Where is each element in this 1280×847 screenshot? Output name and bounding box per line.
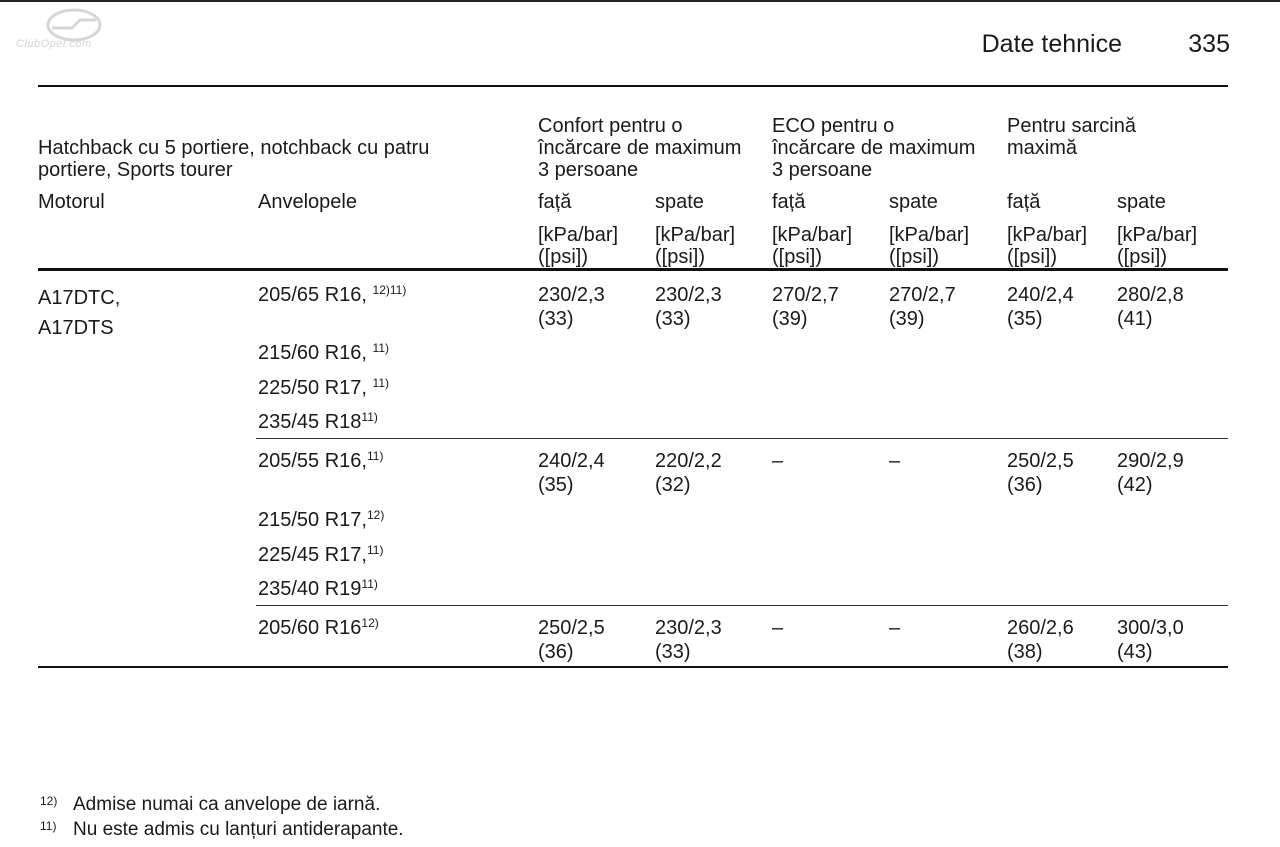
unit-header: [kPa/bar] ([psi])	[889, 224, 970, 268]
col-eco-header: ECO pentru o încărcare de maximum 3 persoane	[772, 115, 976, 181]
rear-header: spate	[1117, 191, 1166, 213]
engine-cell: A17DTC, A17DTS	[38, 287, 121, 339]
motor-header: Motorul	[38, 191, 105, 213]
rear-header: spate	[889, 191, 938, 213]
pressure-value: 230/2,3 (33)	[655, 284, 722, 330]
rear-header: spate	[655, 191, 704, 213]
group-divider	[256, 605, 1228, 606]
tire-size: 215/50 R17,$^{12)}$	[258, 508, 385, 531]
pressure-value: –	[772, 450, 784, 472]
pressure-value: 220/2,2 (32)	[655, 450, 722, 496]
tire-size: 205/60 R16$^{12)}$	[258, 616, 379, 639]
footnote-text: Nu este admis cu lanțuri antiderapante.	[73, 819, 404, 840]
pressure-value: 270/2,7 (39)	[889, 284, 956, 330]
footnote-text: Admise numai ca anvelope de iarnă.	[73, 794, 381, 815]
tire-size: 225/45 R17,$^{11)}$	[258, 543, 384, 566]
tire-size: 205/55 R16,$^{11)}$	[258, 449, 384, 472]
pressure-value: 290/2,9 (42)	[1117, 450, 1184, 496]
front-header: față	[1007, 191, 1041, 213]
front-header: față	[772, 191, 806, 213]
pressure-value: 230/2,3 (33)	[538, 284, 605, 330]
pressure-value: –	[772, 617, 784, 639]
pressure-value: –	[889, 450, 901, 472]
top-border	[0, 0, 1280, 2]
tire-size: 235/45 R18$^{11)}$	[258, 410, 378, 433]
unit-header: [kPa/bar] ([psi])	[772, 224, 853, 268]
tire-size: 225/50 R17, $^{11)}$	[258, 376, 389, 399]
col-confort-header: Confort pentru o încărcare de maximum 3 persoane	[538, 115, 742, 181]
pressure-value: 240/2,4 (35)	[538, 450, 605, 496]
tires-header: Anvelopele	[258, 191, 357, 213]
unit-header: [kPa/bar] ([psi])	[1007, 224, 1088, 268]
watermark-logo	[14, 8, 120, 54]
unit-header: [kPa/bar] ([psi])	[655, 224, 736, 268]
tire-size: 235/40 R19$^{11)}$	[258, 577, 378, 600]
group-divider	[256, 438, 1228, 439]
vehicle-group-header: Hatchback cu 5 portiere, notchback cu patru portiere, Sports tourer	[38, 137, 430, 181]
table-bottom-rule	[38, 666, 1228, 668]
pressure-value: 240/2,4 (35)	[1007, 284, 1074, 330]
pressure-value: –	[889, 617, 901, 639]
front-header: față	[538, 191, 572, 213]
pressure-value: 250/2,5 (36)	[1007, 450, 1074, 496]
watermark-text: ClubOpel.com	[16, 38, 92, 50]
pressure-value: 260/2,6 (38)	[1007, 617, 1074, 663]
footnote-mark: 11)	[40, 819, 57, 833]
footnote-mark: 12)	[40, 794, 58, 808]
unit-header: [kPa/bar] ([psi])	[538, 224, 619, 268]
header-rule	[38, 85, 1228, 87]
pressure-value: 300/3,0 (43)	[1117, 617, 1184, 663]
pressure-value: 250/2,5 (36)	[538, 617, 605, 663]
tire-size: 205/65 R16, $^{12)11)}$	[258, 283, 407, 306]
table-header-rule	[38, 268, 1228, 271]
tire-size: 215/60 R16, $^{11)}$	[258, 341, 389, 364]
pressure-value: 270/2,7 (39)	[772, 284, 839, 330]
page-title: Date tehnice	[981, 30, 1122, 58]
unit-header: [kPa/bar] ([psi])	[1117, 224, 1198, 268]
pressure-value: 280/2,8 (41)	[1117, 284, 1184, 330]
col-max-header: Pentru sarcină maximă	[1007, 115, 1136, 159]
pressure-value: 230/2,3 (33)	[655, 617, 722, 663]
opel-logo-icon	[44, 8, 104, 42]
page-number: 335	[1188, 30, 1230, 58]
